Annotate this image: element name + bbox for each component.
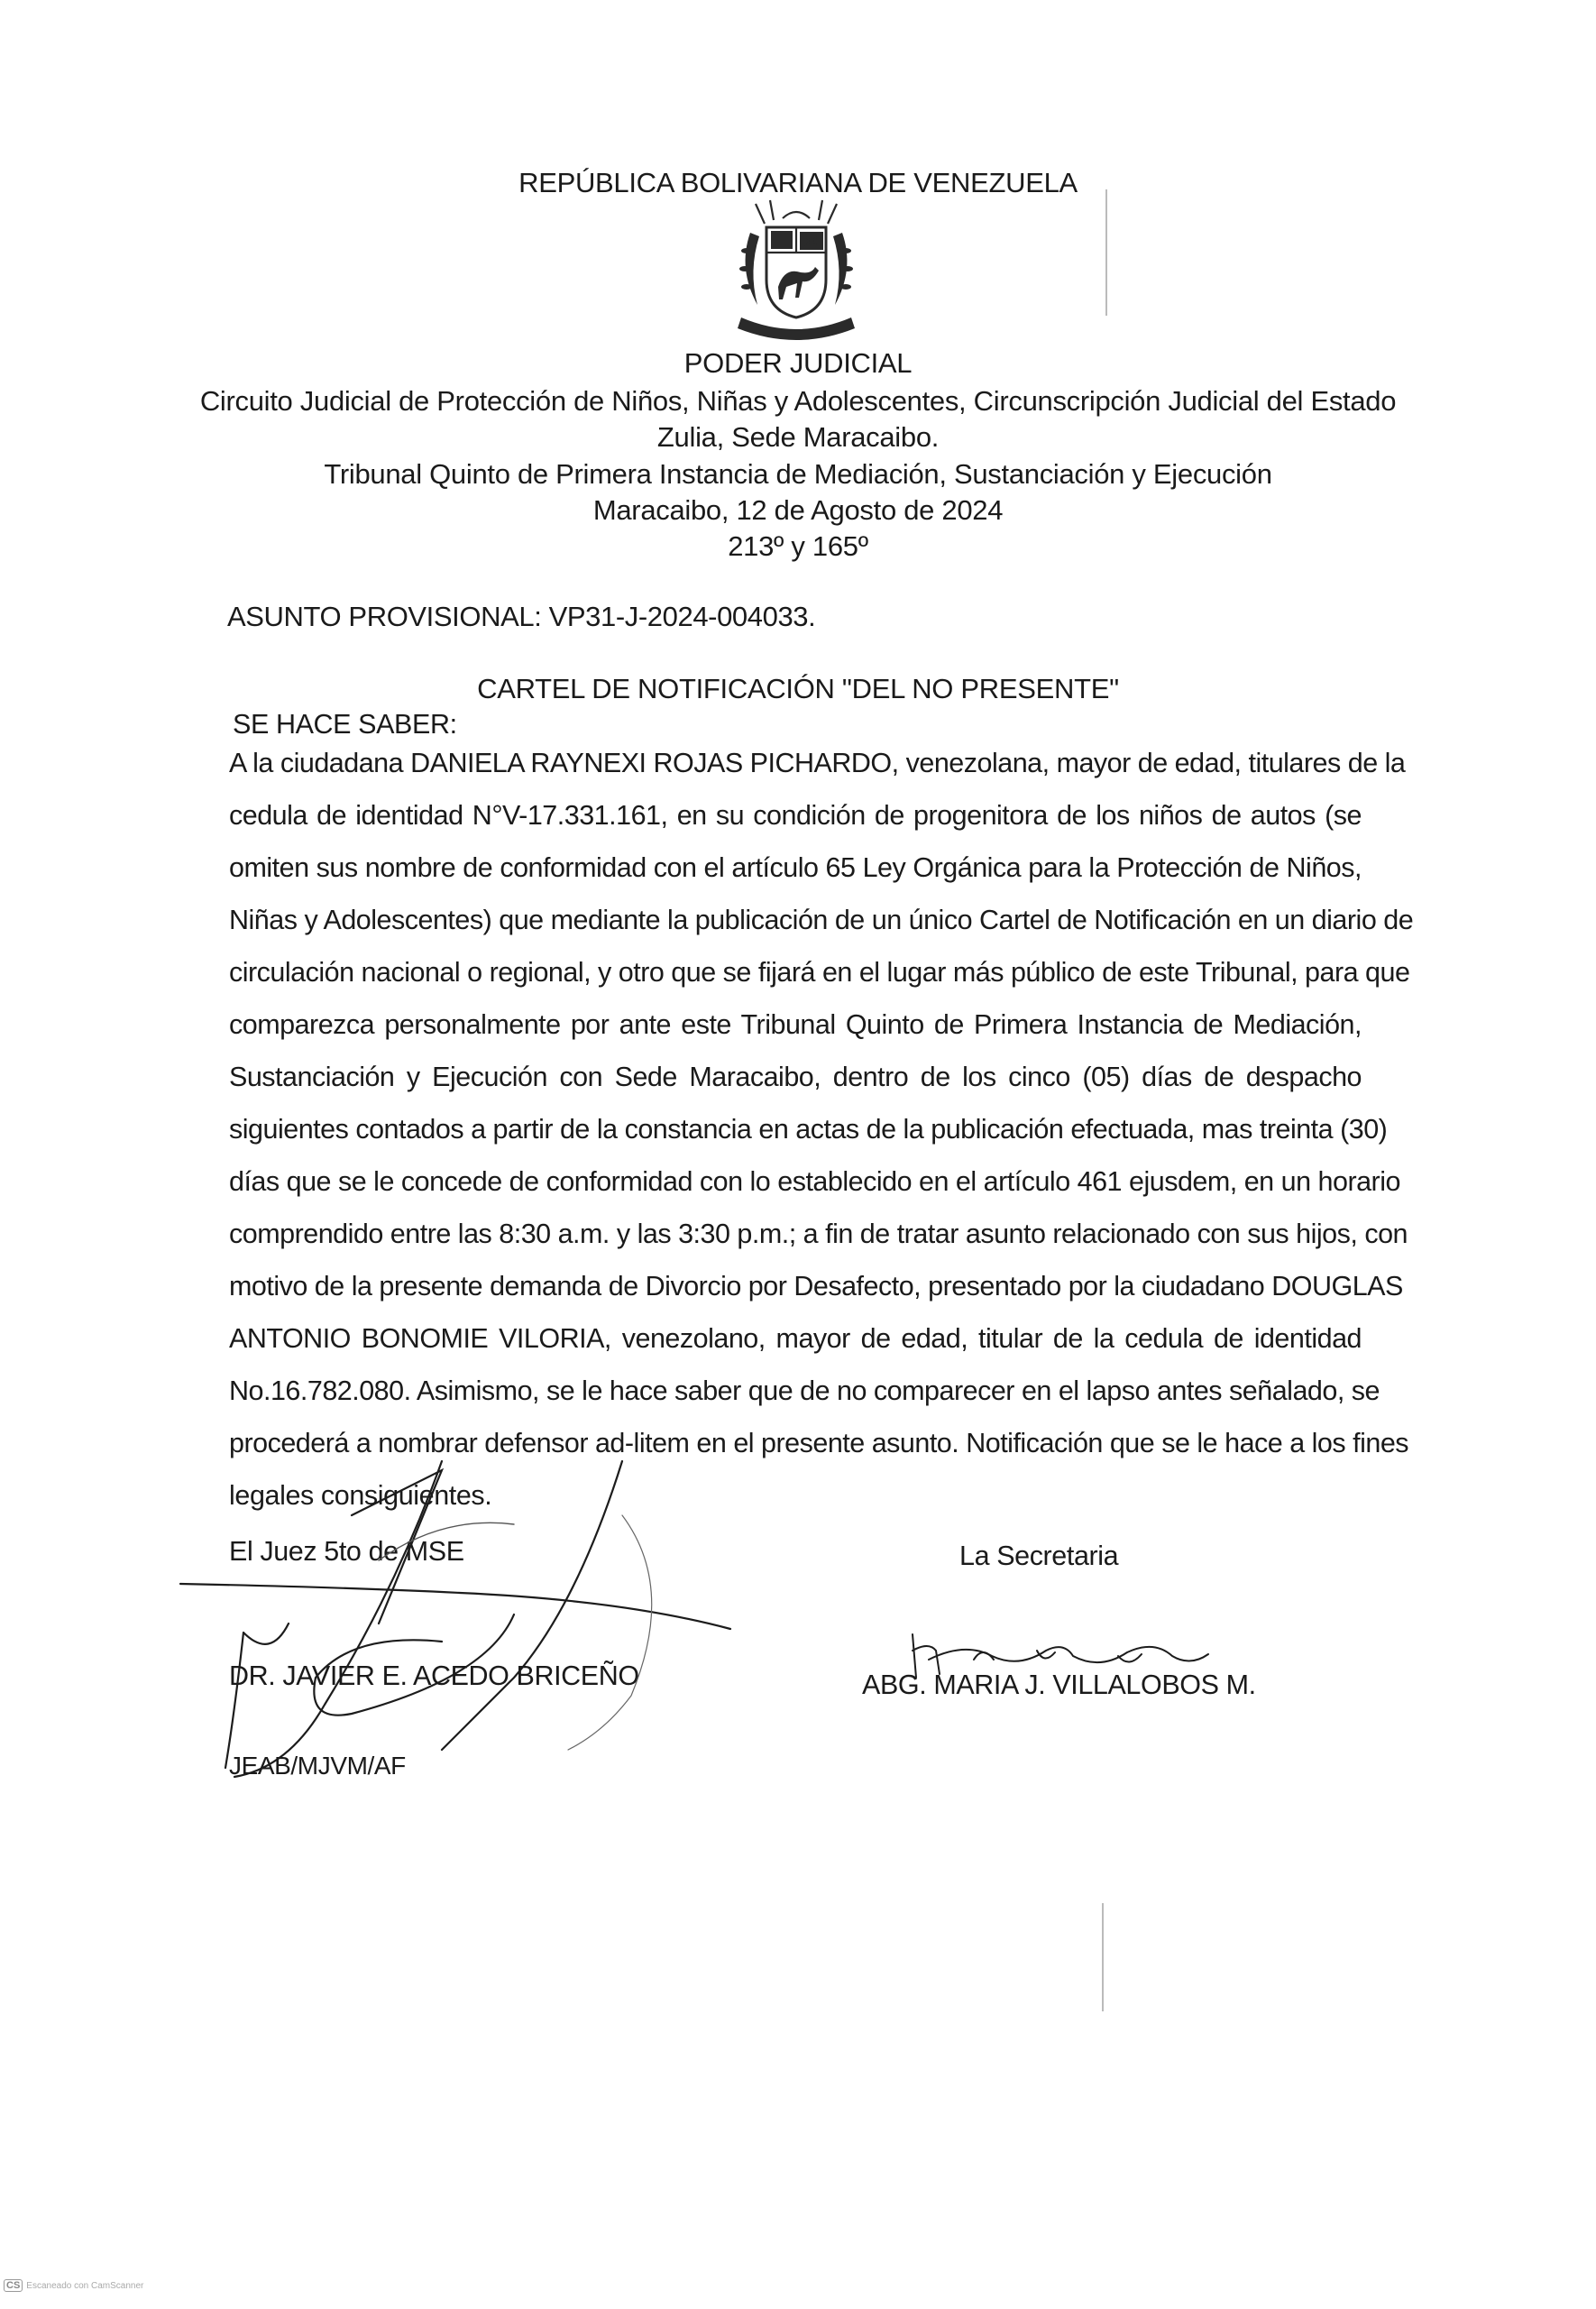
body-line: Niñas y Adolescentes) que mediante la publicación de un único Cartel de Notificación en un diario de [229, 905, 1414, 935]
camscanner-icon: CS [4, 2279, 23, 2292]
judge-title: El Juez 5to de MSE [229, 1536, 464, 1567]
coat-of-arms-icon [729, 197, 864, 352]
secretary-title: La Secretaria [959, 1541, 1119, 1571]
body-line: circulación nacional o regional, y otro que se fijará en el lugar más público de este Tribunal, para que [229, 957, 1410, 988]
scanner-text: Escaneado con CamScanner [26, 2280, 144, 2291]
body-line: Sustanciación y Ejecución con Sede Maracaibo, dentro de los cinco (05) días de despacho [229, 1062, 1362, 1092]
header-date: Maracaibo, 12 de Agosto de 2024 [592, 494, 1004, 526]
body-line: motivo de la presente demanda de Divorcio por Desafecto, presentado por la ciudadano DOUGLAS [229, 1271, 1403, 1302]
body-line: No.16.782.080. Asimismo, se le hace saber que de no comparecer en el lapso antes señalado, se [229, 1375, 1380, 1406]
body-line: comparezca personalmente por ante este Tribunal Quinto de Primera Instancia de Mediación, [229, 1009, 1362, 1040]
header-circuit-line2: Zulia, Sede Maracaibo. [656, 421, 940, 453]
header-tribunal: Tribunal Quinto de Primera Instancia de Mediación, Sustanciación y Ejecución [324, 458, 1272, 490]
header-years: 213º y 165º [728, 530, 868, 562]
body-line: omiten sus nombre de conformidad con el artículo 65 Ley Orgánica para la Protección de Niños, [229, 852, 1362, 883]
scan-artifact [1102, 1903, 1104, 2011]
judge-name: DR. JAVIER E. ACEDO BRICEÑO [229, 1660, 639, 1691]
case-number: ASUNTO PROVISIONAL: VP31-J-2024-004033. [227, 601, 816, 632]
body-line: ANTONIO BONOMIE VILORIA, venezolano, mayor de edad, titular de la cedula de identidad [229, 1323, 1362, 1354]
initials: JEAB/MJVM/AF [229, 1752, 406, 1780]
scan-artifact [1105, 189, 1107, 316]
notice-intro: SE HACE SABER: [233, 709, 457, 740]
body-line: procederá a nombrar defensor ad-litem en el presente asunto. Notificación que se le hace a los fines [229, 1428, 1409, 1458]
body-line: A la ciudadana DANIELA RAYNEXI ROJAS PICHARDO, venezolana, mayor de edad, titulares de la [229, 748, 1406, 778]
body-line: cedula de identidad N°V-17.331.161, en su condición de progenitora de los niños de autos (se [229, 800, 1362, 831]
header-power: PODER JUDICIAL [683, 347, 913, 379]
secretary-name: ABG. MARIA J. VILLALOBOS M. [862, 1670, 1256, 1700]
body-last-line: legales consiguientes. [229, 1480, 492, 1511]
judge-signature-icon [171, 1407, 748, 1804]
body-line: comprendido entre las 8:30 a.m. y las 3:30 p.m.; a fin de tratar asunto relacionado con sus hijos, con [229, 1219, 1408, 1249]
notice-title: CARTEL DE NOTIFICACIÓN "DEL NO PRESENTE" [477, 673, 1119, 704]
header-republic: REPÚBLICA BOLIVARIANA DE VENEZUELA [518, 167, 1078, 198]
header-circuit-line1: Circuito Judicial de Protección de Niños, Niñas y Adolescentes, Circunscripción Judicial del Estado [199, 385, 1397, 417]
body-line: siguientes contados a partir de la constancia en actas de la publicación efectuada, mas treinta (30) [229, 1114, 1388, 1145]
scanner-watermark [4, 2279, 143, 2292]
body-line: días que se le concede de conformidad con lo establecido en el artículo 461 ejusdem, en un horario [229, 1166, 1400, 1197]
